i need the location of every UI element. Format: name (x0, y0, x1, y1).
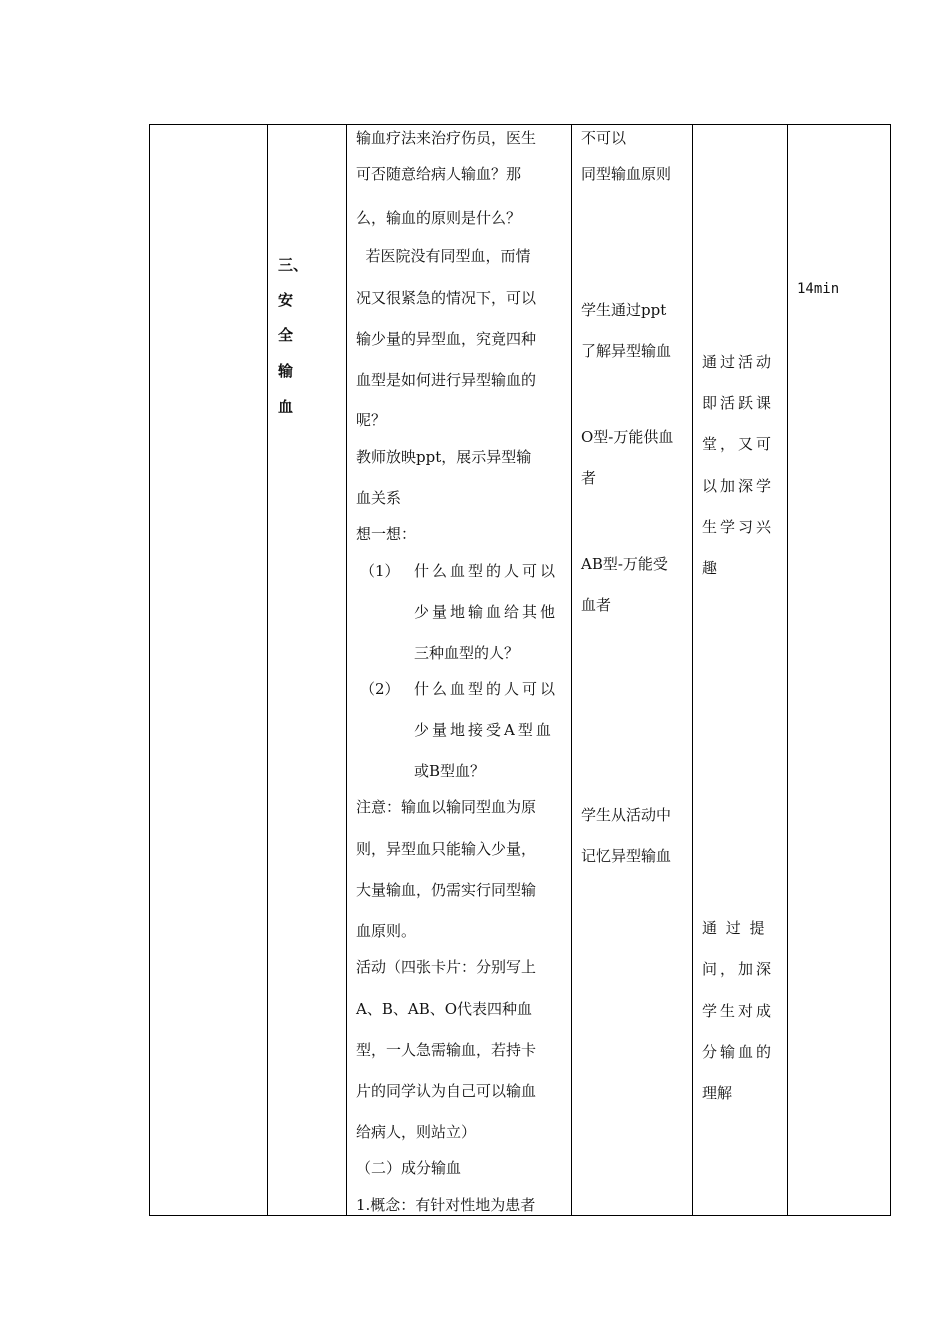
text-line: 学生对成 (702, 1002, 775, 1020)
question-line: 或B型血？ (414, 762, 486, 780)
text-line: A、B、AB、O代表四种血 (356, 1000, 533, 1018)
text-line: （二）成分输血 (356, 1159, 462, 1177)
text-line: 给病人，则站立） (356, 1123, 477, 1141)
time-allocation: 14min (797, 281, 840, 297)
text-line: 可否随意给病人输血？那 (356, 165, 522, 183)
table-border-top (149, 124, 891, 125)
text-line: 理解 (702, 1084, 733, 1102)
text-line: 堂，又可 (702, 435, 775, 453)
text-line: 教师放映ppt，展示异型输 (356, 448, 532, 466)
text-line: 记忆异型输血 (581, 847, 672, 865)
text-line: 型，一人急需输血，若持卡 (356, 1041, 537, 1059)
text-line: 血者 (581, 596, 612, 614)
text-line: 学生通过ppt (581, 301, 667, 319)
text-line: AB型-万能受 (581, 555, 668, 573)
table-divider-2 (346, 124, 347, 1216)
question-line: 少量地输血给其他 (414, 603, 559, 621)
section-char: 安 (278, 291, 294, 309)
text-line: 么，输血的原则是什么？ (356, 209, 522, 227)
text-line: 学生从活动中 (581, 806, 672, 824)
text-line: 者 (581, 469, 597, 487)
section-char: 全 (278, 326, 294, 344)
text-line: 同型输血原则 (581, 165, 672, 183)
text-line: 输血疗法来治疗伤员，医生 (356, 129, 537, 147)
table-divider-1 (267, 124, 268, 1216)
section-char: 输 (278, 362, 294, 380)
question-line: 什么血型的人可以 (414, 562, 559, 580)
text-line: 趣 (702, 559, 718, 577)
table-border-bottom (149, 1215, 891, 1216)
text-line: 输少量的异型血，究竟四种 (356, 330, 537, 348)
text-line: 分输血的 (702, 1043, 775, 1061)
text-line: 活动（四张卡片：分别写上 (356, 958, 537, 976)
text-line: 以加深学 (702, 477, 775, 495)
table-border-right (890, 124, 891, 1216)
text-line: 若医院没有同型血，而情 (356, 247, 531, 265)
text-line: 了解异型输血 (581, 342, 672, 360)
text-line: 况又很紧急的情况下，可以 (356, 289, 537, 307)
text-line: 1.概念：有针对性地为患者 (356, 1196, 536, 1214)
table-divider-4 (692, 124, 693, 1216)
text-line: 呢？ (356, 411, 387, 429)
text-line: 通 过 提 (702, 919, 767, 937)
question-line: 少量地接受A型血 (414, 721, 554, 739)
text-line: O型-万能供血 (581, 428, 674, 446)
text-line: 大量输血，仍需实行同型输 (356, 881, 537, 899)
section-char: 血 (278, 398, 294, 416)
text-line: 血关系 (356, 489, 402, 507)
text-line: 想一想： (356, 525, 417, 543)
question-number: （1） (360, 562, 400, 580)
question-line: 三种血型的人？ (414, 644, 520, 662)
table-divider-5 (787, 124, 788, 1216)
question-number: （2） (360, 680, 400, 698)
section-number: 三、 (278, 256, 309, 274)
text-line: 通过活动 (702, 353, 775, 371)
text-line: 片的同学认为自己可以输血 (356, 1082, 537, 1100)
text-line: 注意：输血以输同型血为原 (356, 798, 537, 816)
text-line: 问，加深 (702, 960, 775, 978)
text-line: 血原则。 (356, 922, 417, 940)
text-line: 生学习兴 (702, 518, 775, 536)
text-line: 不可以 (581, 129, 627, 147)
table-divider-3 (571, 124, 572, 1216)
table-border-left (149, 124, 150, 1216)
text-line: 即活跃课 (702, 394, 775, 412)
text-line: 血型是如何进行异型输血的 (356, 371, 537, 389)
text-line: 则，异型血只能输入少量， (356, 840, 537, 858)
question-line: 什么血型的人可以 (414, 680, 559, 698)
